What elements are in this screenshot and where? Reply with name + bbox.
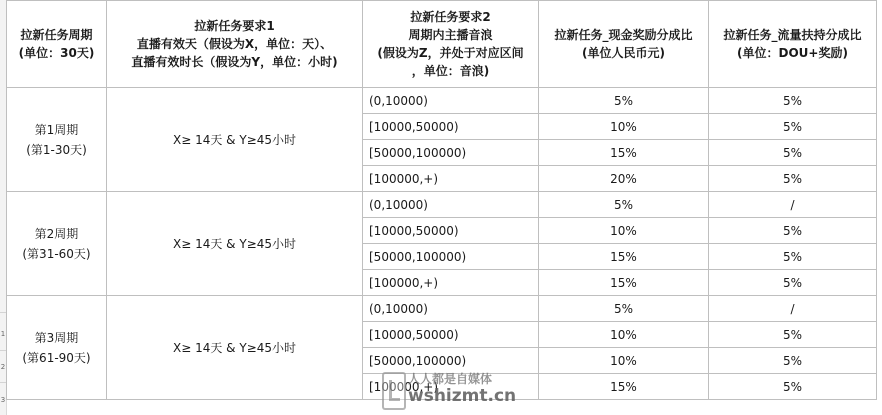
range-cell[interactable]: [50000,100000) bbox=[363, 348, 539, 374]
cash-share-cell[interactable]: 15% bbox=[539, 374, 709, 400]
range-cell[interactable]: [10000,50000) bbox=[363, 322, 539, 348]
traffic-share-cell[interactable]: 5% bbox=[709, 244, 877, 270]
cash-share-cell[interactable]: 5% bbox=[539, 192, 709, 218]
header-row bbox=[7, 1, 877, 88]
header-subtitle: 直播有效天（假设为X，单位：天）、 bbox=[136, 37, 333, 51]
traffic-share-cell[interactable]: / bbox=[709, 192, 877, 218]
period-range: (第61-90天) bbox=[22, 350, 91, 365]
header-title: 拉新任务_现金奖励分成比 bbox=[554, 28, 693, 42]
traffic-share-cell[interactable]: 5% bbox=[709, 166, 877, 192]
cash-share-cell[interactable]: 5% bbox=[539, 88, 709, 114]
header-cell-period[interactable] bbox=[7, 1, 107, 88]
requirement-cell[interactable]: X≥ 14天 & Y≥45小时 bbox=[107, 192, 363, 296]
watermark-domain: wshizmt.cn bbox=[408, 386, 517, 406]
range-cell[interactable]: (0,10000) bbox=[363, 192, 539, 218]
header-subtitle: (单位：DOU+奖励) bbox=[737, 46, 848, 60]
period-range: (第1-30天) bbox=[26, 142, 87, 157]
range-cell[interactable]: [100000,+) bbox=[363, 374, 539, 400]
traffic-share-cell[interactable]: / bbox=[709, 296, 877, 322]
cash-share-cell[interactable]: 10% bbox=[539, 348, 709, 374]
cash-share-cell[interactable]: 20% bbox=[539, 166, 709, 192]
header-cell-traffic-support[interactable] bbox=[709, 1, 877, 88]
period-label: 第2周期 bbox=[34, 226, 79, 241]
traffic-share-cell[interactable]: 5% bbox=[709, 322, 877, 348]
period-range: (第31-60天) bbox=[22, 246, 91, 261]
commission-table bbox=[6, 0, 877, 400]
header-subtitle: (单位：30天) bbox=[18, 46, 95, 60]
header-title: 拉新任务周期 bbox=[20, 28, 93, 42]
header-subtitle: ，单位：音浪) bbox=[411, 64, 490, 78]
traffic-share-cell[interactable]: 5% bbox=[709, 270, 877, 296]
period-cell[interactable] bbox=[7, 192, 107, 296]
row-number: 3 bbox=[0, 396, 6, 404]
header-subtitle: (单位人民币元) bbox=[582, 46, 665, 60]
period-label: 第1周期 bbox=[34, 122, 79, 137]
header-cell-cash-reward[interactable] bbox=[539, 1, 709, 88]
cash-share-cell[interactable]: 10% bbox=[539, 114, 709, 140]
range-cell[interactable]: [50000,100000) bbox=[363, 244, 539, 270]
table-row bbox=[7, 88, 877, 114]
traffic-share-cell[interactable]: 5% bbox=[709, 348, 877, 374]
header-title: 拉新任务要求2 bbox=[410, 10, 491, 24]
cash-share-cell[interactable]: 10% bbox=[539, 322, 709, 348]
period-cell[interactable] bbox=[7, 296, 107, 400]
traffic-share-cell[interactable]: 5% bbox=[709, 374, 877, 400]
range-cell[interactable]: [100000,+) bbox=[363, 166, 539, 192]
range-cell[interactable]: [50000,100000) bbox=[363, 140, 539, 166]
cash-share-cell[interactable]: 15% bbox=[539, 244, 709, 270]
header-title: 拉新任务_流量扶持分成比 bbox=[723, 28, 862, 42]
range-cell[interactable]: (0,10000) bbox=[363, 88, 539, 114]
traffic-share-cell[interactable]: 5% bbox=[709, 88, 877, 114]
range-cell[interactable]: [10000,50000) bbox=[363, 114, 539, 140]
traffic-share-cell[interactable]: 5% bbox=[709, 114, 877, 140]
header-cell-requirement-2[interactable] bbox=[363, 1, 539, 88]
traffic-share-cell[interactable]: 5% bbox=[709, 140, 877, 166]
range-cell[interactable]: [10000,50000) bbox=[363, 218, 539, 244]
table-row bbox=[7, 192, 877, 218]
watermark-site-name: 人人都是自媒体 bbox=[408, 372, 493, 386]
requirement-cell[interactable]: X≥ 14天 & Y≥45小时 bbox=[107, 296, 363, 400]
header-cell-requirement-1[interactable] bbox=[107, 1, 363, 88]
cash-share-cell[interactable]: 5% bbox=[539, 296, 709, 322]
cash-share-cell[interactable]: 10% bbox=[539, 218, 709, 244]
traffic-share-cell[interactable]: 5% bbox=[709, 218, 877, 244]
row-number: 1 bbox=[0, 330, 6, 338]
period-label: 第3周期 bbox=[34, 330, 79, 345]
header-subtitle: 周期内主播音浪 bbox=[408, 28, 493, 42]
cash-share-cell[interactable]: 15% bbox=[539, 270, 709, 296]
header-subtitle: 直播有效时长（假设为Y，单位：小时) bbox=[131, 55, 338, 69]
period-cell[interactable] bbox=[7, 88, 107, 192]
cash-share-cell[interactable]: 15% bbox=[539, 140, 709, 166]
header-title: 拉新任务要求1 bbox=[194, 19, 275, 33]
row-number: 2 bbox=[0, 363, 6, 371]
range-cell[interactable]: (0,10000) bbox=[363, 296, 539, 322]
requirement-cell[interactable]: X≥ 14天 & Y≥45小时 bbox=[107, 88, 363, 192]
range-cell[interactable]: [100000,+) bbox=[363, 270, 539, 296]
table-row bbox=[7, 296, 877, 322]
header-subtitle: (假设为Z，并处于对应区间 bbox=[377, 46, 524, 60]
